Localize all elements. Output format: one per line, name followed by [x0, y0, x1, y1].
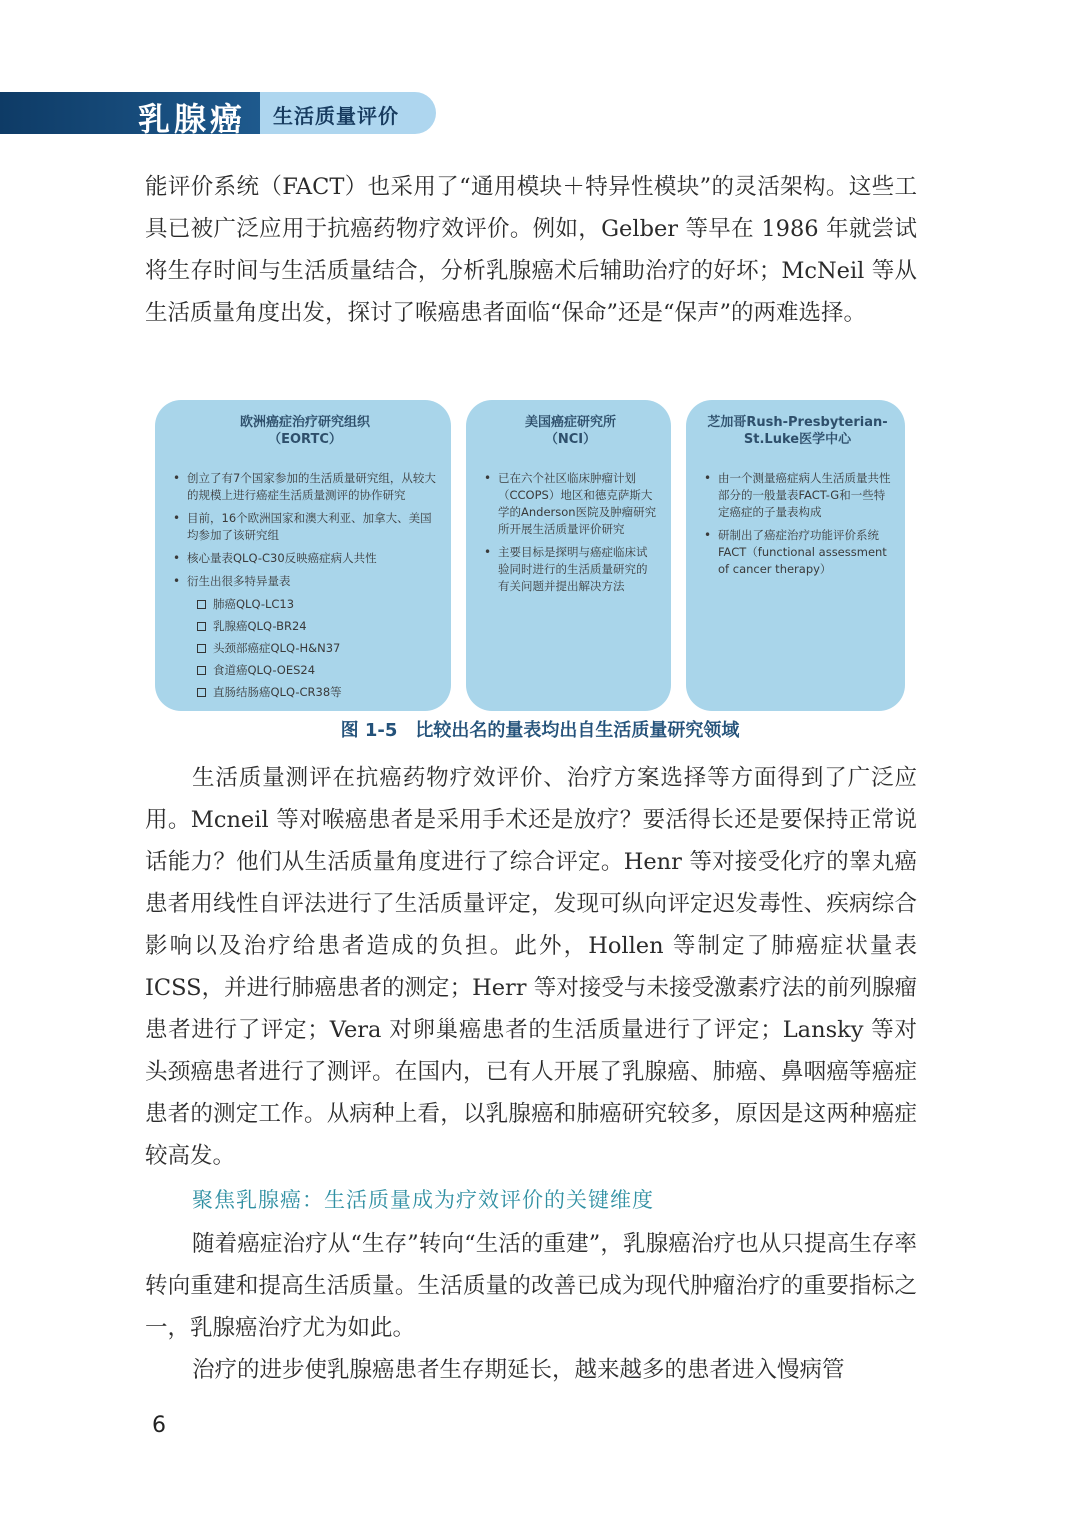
bullet-item: • 目前，16个欧洲国家和澳大利亚、加拿大、美国均参加了该研究组: [173, 510, 437, 544]
card-title: [484, 414, 657, 448]
card-title: [173, 414, 437, 448]
bullet-item: • 创立了有7个国家参加的生活质量研究组，从较大的规模上进行癌症生活质量测评的协作研究: [173, 470, 437, 504]
subitem: 肺癌QLQ-LC13: [173, 596, 437, 613]
subitem: 乳腺癌QLQ-BR24: [173, 618, 437, 635]
subitem: 直肠结肠癌QLQ-CR38等: [173, 684, 437, 701]
card-bullets: [173, 470, 437, 701]
card-title-line2: （NCI）: [544, 432, 597, 447]
header-brand: 乳腺癌: [138, 100, 247, 138]
card-title: [704, 414, 891, 448]
header-subtitle: 生活质量评价: [273, 104, 399, 128]
card-title-line2: （EORTC）: [268, 432, 342, 447]
subitem: 食道癌QLQ-OES24: [173, 662, 437, 679]
caption-text: 比较出名的量表均出自生活质量研究领域: [415, 720, 740, 741]
figure-caption: [0, 716, 1080, 746]
card-bullets: [704, 470, 891, 578]
bullet-item: • 衍生出很多特异量表: [173, 573, 437, 590]
section-subheading: 聚焦乳腺癌：生活质量成为疗效评价的关键维度: [192, 1188, 654, 1212]
body-paragraph-2: 生活质量测评在抗癌药物疗效评价、治疗方案选择等方面得到了广泛应用。Mcneil 等对喉癌患者是采用手术还是放疗？要活得长还是要保持正常说话能力？他们从生活质量角度进行了综合评定。Henr 等对接受化疗的睾丸癌患者用线性自评法进行了生活质量评定，发现可纵向评定迟发毒性、疾病综合影响以及治疗给患者造成的负担。此外，Hollen 等制定了肺癌症状量表 ICSS，并进行肺癌患者的测定；Herr 等对接受与未接受激素疗法的前列腺瘤患者进行了评定；Vera 对卵巢癌患者的生活质量进行了评定；Lansky 等对头颈癌患者进行了测评。在国内，已有人开展了乳腺癌、肺癌、鼻咽癌等癌症患者的测定工作。从病种上看，以乳腺癌和肺癌研究较多，原因是这两种癌症较高发。: [145, 765, 917, 1169]
body-paragraph-4: 治疗的进步使乳腺癌患者生存期延长，越来越多的患者进入慢病管: [192, 1357, 845, 1383]
card-eortc: [155, 400, 451, 711]
bullet-item: • 研制出了癌症治疗功能评价系统FACT（functional assessment of cancer therapy）: [704, 527, 891, 578]
body-paragraph-1: 能评价系统（FACT）也采用了“通用模块＋特异性模块”的灵活架构。这些工具已被广泛应用于抗癌药物疗效评价。例如，Gelber 等早在 1986 年就尝试将生存时间与生活质量结合，分析乳腺癌术后辅助治疗的好坏；McNeil 等从生活质量角度出发，探讨了喉癌患者面临“保命”还是“保声”的两难选择。: [145, 174, 917, 326]
body-paragraph-3: 随着癌症治疗从“生存”转向“生活的重建”，乳腺癌治疗也从只提高生存率转向重建和提高生活质量。生活质量的改善已成为现代肿瘤治疗的重要指标之一，乳腺癌治疗尤为如此。: [145, 1231, 917, 1341]
figure-1-5: [155, 400, 907, 713]
card-title-line2: St.Luke医学中心: [743, 432, 852, 447]
chapter-header: [0, 92, 436, 138]
card-title-line1: 欧洲癌症治疗研究组织: [239, 415, 370, 430]
bullet-item: • 由一个测量癌症病人生活质量共性部分的一般量表FACT-G和一些特定癌症的子量表构成: [704, 470, 891, 521]
card-nci: [466, 400, 671, 711]
subitem: 头颈部癌症QLQ-H&N37: [173, 640, 437, 657]
bullet-item: • 核心量表QLQ-C30反映癌症病人共性: [173, 550, 437, 567]
bullet-item: • 已在六个社区临床肿瘤计划（CCOPS）地区和德克萨斯大学的Anderson医院及肿瘤研究所开展生活质量评价研究: [484, 470, 657, 538]
card-title-line1: 美国癌症研究所: [524, 415, 616, 430]
page-number: 6: [152, 1413, 166, 1438]
caption-number: 图 1-5: [340, 720, 398, 741]
card-rush: [686, 400, 905, 711]
card-bullets: [484, 470, 657, 595]
bullet-item: • 主要目标是探明与癌症临床试验同时进行的生活质量研究的有关问题并提出解决方法: [484, 544, 657, 595]
card-title-line1: 芝加哥Rush-Presbyterian-: [707, 415, 888, 430]
